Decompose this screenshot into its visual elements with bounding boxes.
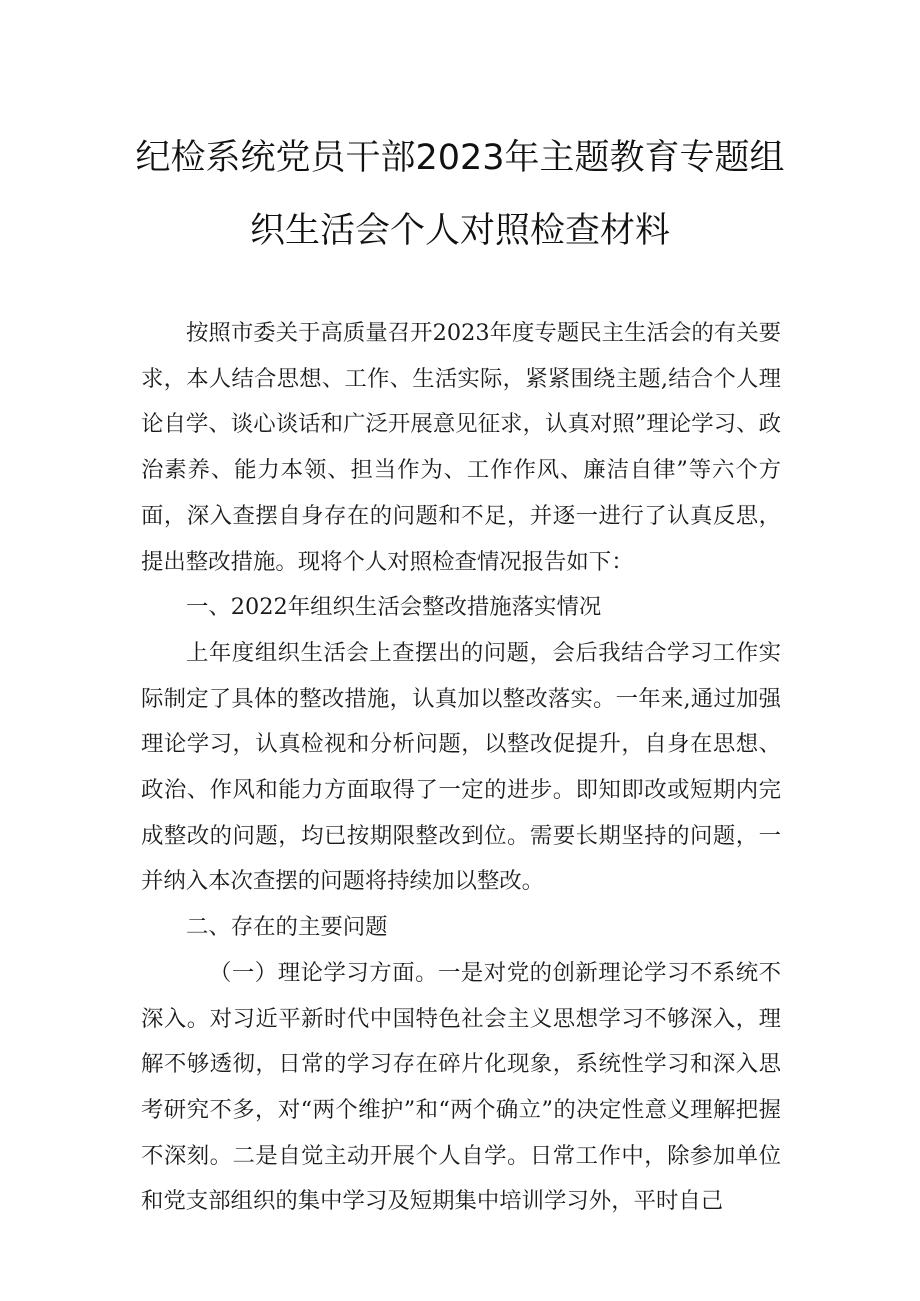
document-title-line-2: 织生活会个人对照检查材料 — [249, 211, 670, 251]
document-title-line-1: 纪检系统党员干部2023年主题教育专题组 — [135, 138, 785, 178]
section-1-paragraph: 上年度组织生活会上查摆出的问题，会后我结合学习工作实际制定了具体的整改措施，认真加以整改落实。一年来,通过加强理论学习，认真检视和分析问题，以整改促提升，自身在思想、政治、作风和能力方面取得了一定的进步。即知即改或短期内完成整改的问题，均已按期限整改到位。需要长期坚持的问题，一并纳入本次查摆的问题将持续加以整改。 — [141, 639, 781, 895]
section-1-heading: 一、2022年组织生活会整改措施落实情况 — [186, 594, 602, 621]
section-2-subsection-1-paragraph: （一）理论学习方面。一是对党的创新理论学习不系统不深入。对习近平新时代中国特色社会主义思想学习不够深入，理解不够透彻，日常的学习存在碎片化现象，系统性学习和深入思考研究不多，对“两个维护”和“两个确立”的决定性意义理解把握不深刻。二是自觉主动开展个人自学。日常工作中，除参加单位和党支部组织的集中学习及短期集中培训学习外，平时自己 — [141, 959, 781, 1215]
document-body — [141, 311, 781, 1225]
section-2-heading: 二、存在的主要问题 — [186, 914, 388, 941]
intro-paragraph: 按照市委关于高质量召开2023年度专题民主生活会的有关要求，本人结合思想、工作、生活实际，紧紧围绕主题,结合个人理论自学、谈心谈话和广泛开展意见征求，认真对照”理论学习、政治素养、能力本领、担当作为、工作作风、廉洁自律”等六个方面，深入查摆自身存在的问题和不足，并逐一进行了认真反思，提出整改措施。现将个人对照检查情况报告如下： — [141, 320, 781, 575]
